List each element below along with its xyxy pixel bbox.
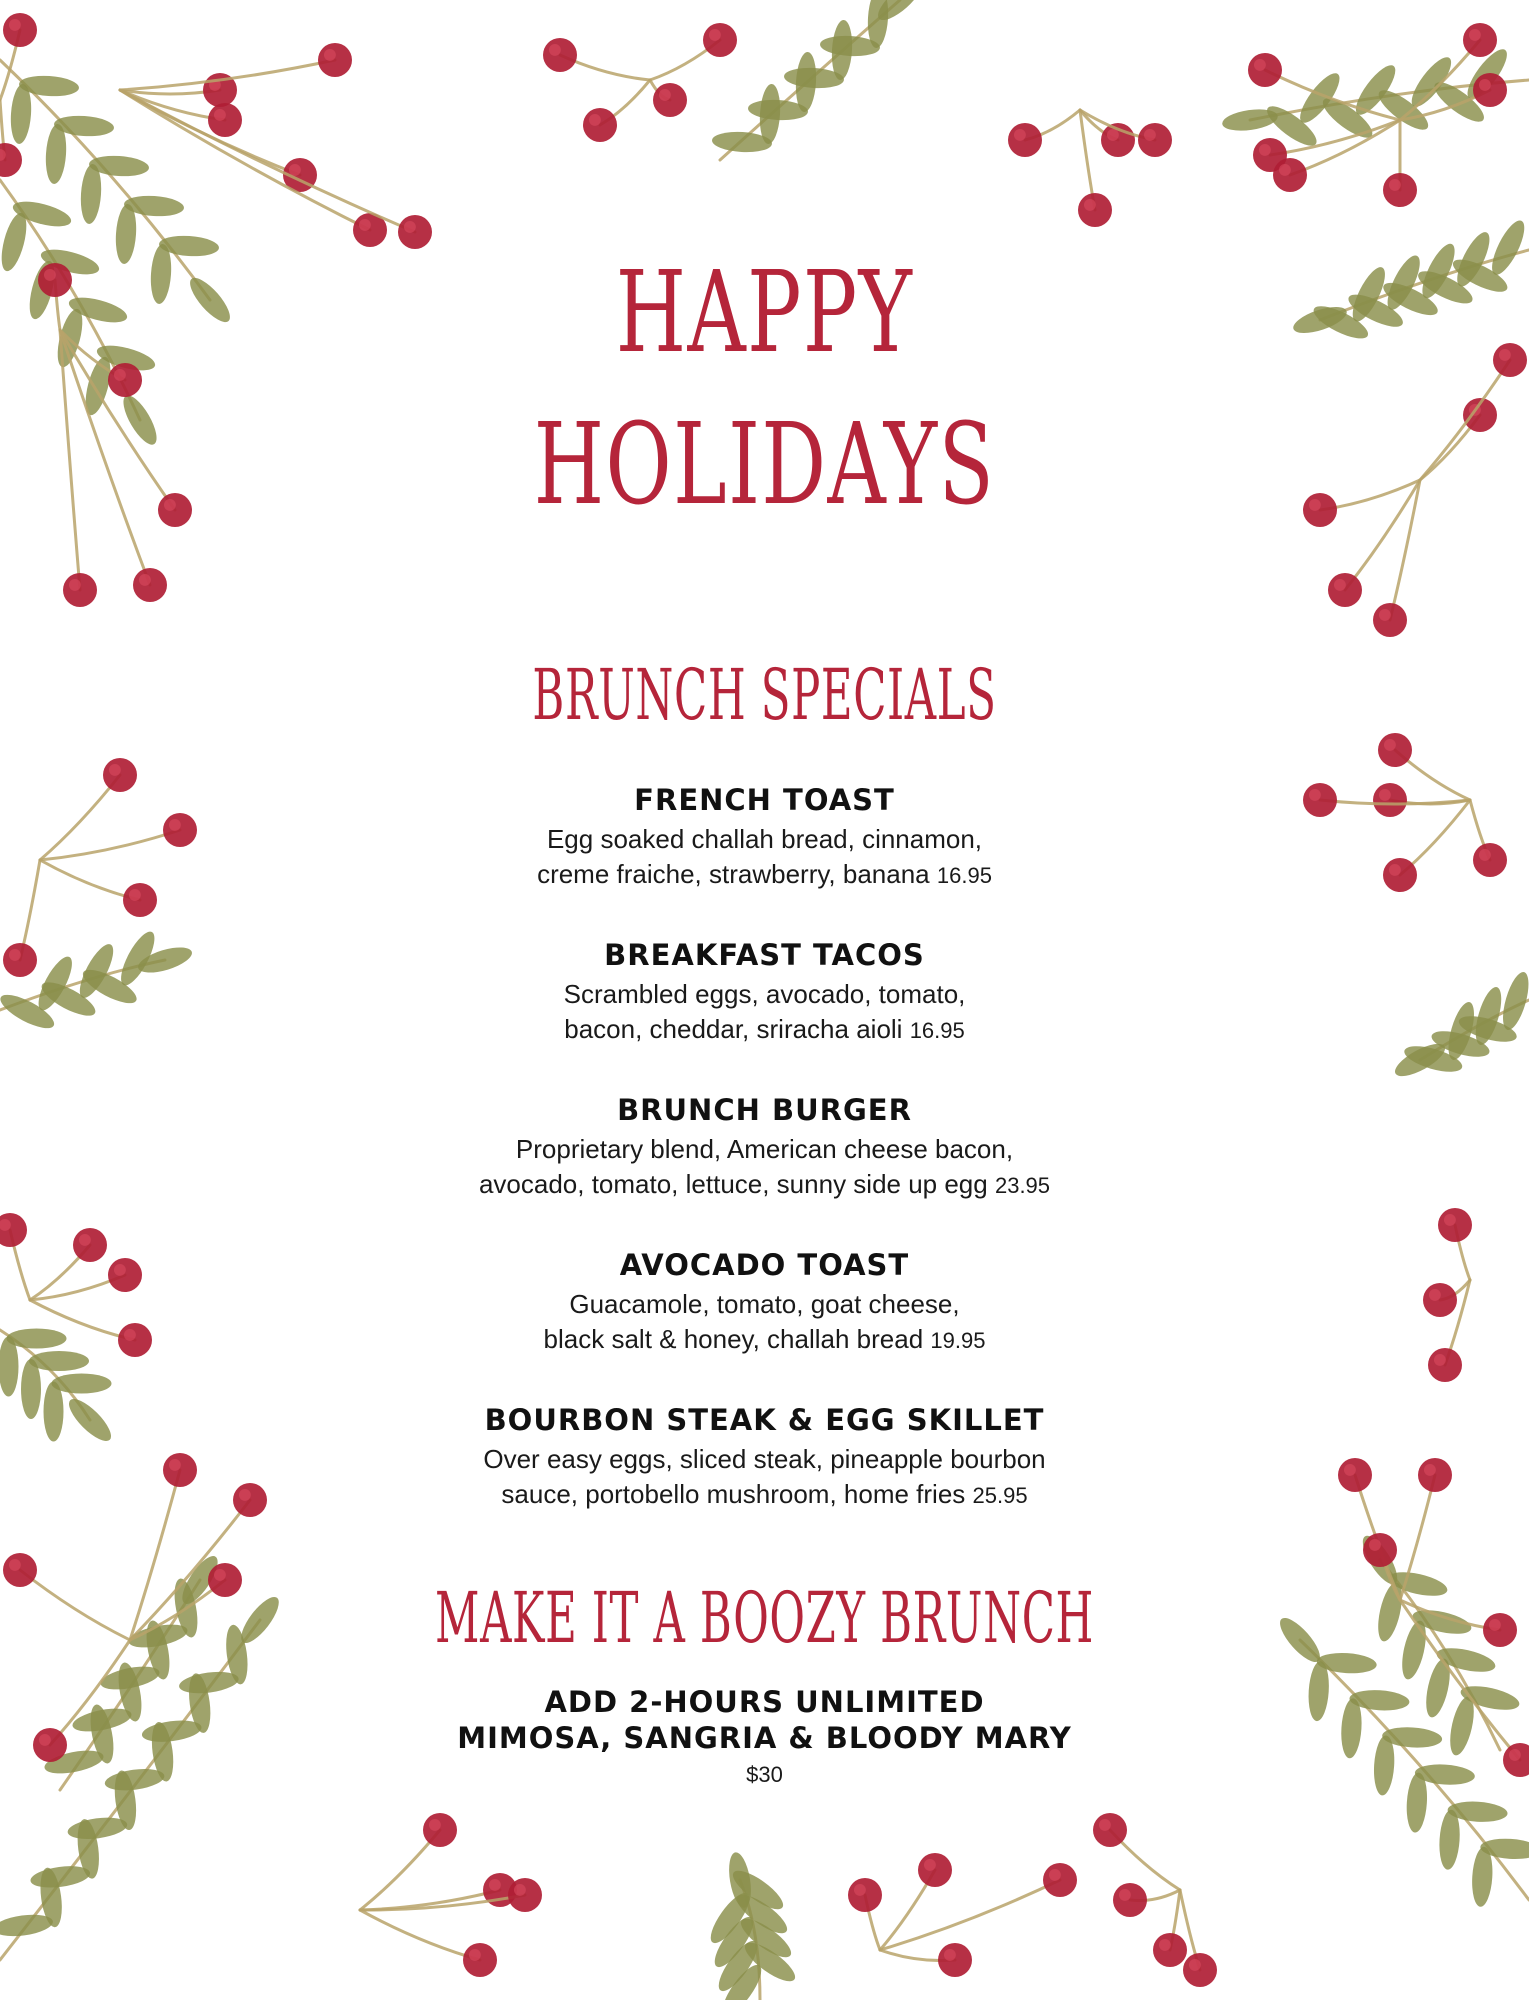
berry-icon (653, 83, 687, 117)
berry-highlight (1259, 144, 1271, 156)
berry-icon (1153, 1933, 1187, 1967)
berry-icon (398, 215, 432, 249)
item-description (0, 1442, 1529, 1513)
menu-item (0, 1090, 1529, 1203)
leaf-icon (66, 1814, 128, 1842)
berry-icon (1273, 158, 1307, 192)
leaf-icon (1438, 1809, 1462, 1870)
item-name: FRENCH TOAST (634, 783, 895, 817)
berry-highlight (1107, 129, 1119, 141)
item-desc-line (0, 1322, 1529, 1358)
berry-icon (918, 1853, 952, 1887)
boozy-brunch-heading: MAKE IT A BOOZY BRUNCH (435, 1577, 1094, 1659)
berry-highlight (214, 109, 226, 121)
berry-icon (703, 23, 737, 57)
leaf-icon (235, 1592, 285, 1649)
leaf-icon (1374, 1581, 1407, 1644)
berry-icon (1328, 573, 1362, 607)
item-price: 25.95 (972, 1483, 1028, 1508)
berry-icon (1463, 23, 1497, 57)
berry-icon (1363, 1533, 1397, 1567)
berry-icon (3, 13, 37, 47)
berry-icon (1373, 603, 1407, 637)
berry-highlight (1389, 179, 1401, 191)
leaf-icon (1274, 1612, 1326, 1667)
item-name: AVOCADO TOAST (619, 1248, 910, 1282)
leaf-icon (1398, 1619, 1431, 1682)
berry-icon (508, 1878, 542, 1912)
berry-highlight (1189, 1959, 1201, 1971)
berry-icon (1078, 193, 1112, 227)
berry-highlight (469, 1949, 481, 1961)
menu-item (0, 1245, 1529, 1358)
item-description (0, 1287, 1529, 1358)
berry-icon (583, 108, 617, 142)
berry-icon (1493, 343, 1527, 377)
branch-stem (60, 330, 80, 590)
boozy-price: $30 (746, 1762, 783, 1787)
berry-highlight (1379, 609, 1391, 621)
berry-highlight (589, 114, 601, 126)
berry-highlight (429, 1819, 441, 1831)
item-description (0, 977, 1529, 1048)
berry-highlight (514, 1884, 526, 1896)
berry-icon (63, 573, 97, 607)
boozy-offer-line: ADD 2-HOURS UNLIMITED (544, 1685, 985, 1719)
berry-icon (208, 103, 242, 137)
berry-icon (208, 1563, 242, 1597)
berry-icon (1438, 1208, 1472, 1242)
berry-highlight (549, 44, 561, 56)
berry-highlight (1479, 79, 1491, 91)
berry-highlight (489, 1879, 501, 1891)
berry-icon (1248, 53, 1282, 87)
berry-icon (938, 1943, 972, 1977)
berry-highlight (69, 579, 81, 591)
item-desc-line: Egg soaked challah bread, cinnamon, (546, 824, 983, 854)
berry-icon (1138, 123, 1172, 157)
leaf-icon (79, 163, 103, 224)
item-desc-text: black salt & honey, challah bread (543, 1324, 924, 1354)
item-price: 16.95 (909, 1018, 965, 1043)
berry-icon (1043, 1863, 1077, 1897)
berry-icon (1093, 1813, 1127, 1847)
leaf-icon (9, 83, 33, 144)
item-desc-line: Scrambled eggs, avocado, tomato, (563, 979, 966, 1009)
berry-highlight (164, 499, 176, 511)
berry-icon (0, 143, 22, 177)
berry-highlight (1489, 1619, 1501, 1631)
berry-highlight (1279, 164, 1291, 176)
berry-icon (133, 568, 167, 602)
leaf-icon (149, 243, 173, 304)
leaf-icon (29, 1863, 91, 1891)
berry-highlight (1014, 129, 1026, 141)
branch-stem (360, 1910, 480, 1960)
berry-highlight (1144, 129, 1156, 141)
berry-icon (3, 1553, 37, 1587)
berry-icon (38, 263, 72, 297)
berry-highlight (854, 1884, 866, 1896)
item-price: 16.95 (936, 863, 992, 888)
berry-icon (108, 363, 142, 397)
berry-highlight (214, 1569, 226, 1581)
berry-highlight (359, 219, 371, 231)
berry-icon (848, 1878, 882, 1912)
berry-icon (1378, 733, 1412, 767)
berry-icon (318, 43, 352, 77)
brunch-specials-heading: BRUNCH SPECIALS (532, 654, 997, 736)
item-description (0, 822, 1529, 893)
berry-icon (1113, 1883, 1147, 1917)
berry-highlight (709, 29, 721, 41)
item-desc-line: Proprietary blend, American cheese bacon, (515, 1134, 1014, 1164)
berry-icon (543, 38, 577, 72)
item-desc-text: sauce, portobello mushroom, home fries (501, 1479, 966, 1509)
berry-icon (158, 493, 192, 527)
item-name: BRUNCH BURGER (617, 1093, 912, 1127)
item-desc-text: creme fraiche, strawberry, banana (537, 859, 930, 889)
item-price: 23.95 (994, 1173, 1051, 1198)
berry-icon (1383, 173, 1417, 207)
boozy-offer-line: MIMOSA, SANGRIA & BLOODY MARY (457, 1721, 1072, 1755)
berry-highlight (139, 574, 151, 586)
berry-highlight (944, 1949, 956, 1961)
item-name: BOURBON STEAK & EGG SKILLET (484, 1403, 1045, 1437)
berry-icon (1008, 123, 1042, 157)
title-holidays: HOLIDAYS (533, 400, 996, 530)
leaf-icon (117, 391, 162, 449)
item-desc-line (0, 1477, 1529, 1513)
berry-highlight (1499, 349, 1511, 361)
berry-icon (463, 1943, 497, 1977)
berry-highlight (114, 369, 126, 381)
item-name: BREAKFAST TACOS (604, 938, 925, 972)
menu-item (0, 1400, 1529, 1513)
leaf-icon (114, 203, 138, 264)
berry-highlight (1084, 199, 1096, 211)
berry-highlight (404, 221, 416, 233)
title-happy: HAPPY (615, 248, 914, 378)
berry-highlight (109, 764, 121, 776)
berry-highlight (1384, 739, 1396, 751)
berry-highlight (1369, 1539, 1381, 1551)
branch-stem (0, 60, 210, 300)
item-desc-line: Guacamole, tomato, goat cheese, (569, 1289, 960, 1319)
berry-icon (1473, 73, 1507, 107)
branch-stem (1390, 480, 1420, 620)
branch-stem (20, 1570, 130, 1640)
berry-highlight (324, 49, 336, 61)
leaf-icon (44, 123, 68, 184)
berry-highlight (1049, 1869, 1061, 1881)
berry-highlight (1099, 1819, 1111, 1831)
item-desc-text: avocado, tomato, lettuce, sunny side up egg (478, 1169, 988, 1199)
menu-item (0, 935, 1529, 1048)
berry-highlight (1254, 59, 1266, 71)
berry-highlight (9, 1559, 21, 1571)
item-desc-line (0, 1167, 1529, 1203)
item-description (0, 1132, 1529, 1203)
berry-highlight (1159, 1939, 1171, 1951)
leaf-icon (1470, 1846, 1494, 1907)
berry-highlight (1444, 1214, 1456, 1226)
item-desc-text: bacon, cheddar, sriracha aioli (564, 1014, 903, 1044)
menu-item (0, 780, 1529, 893)
berry-highlight (1469, 29, 1481, 41)
berry-icon (1483, 1613, 1517, 1647)
berry-highlight (924, 1859, 936, 1871)
berry-icon (423, 1813, 457, 1847)
berry-highlight (659, 89, 671, 101)
berry-highlight (9, 19, 21, 31)
item-desc-line: Over easy eggs, sliced steak, pineapple bourbon (483, 1444, 1046, 1474)
item-desc-line (0, 857, 1529, 893)
berry-highlight (44, 269, 56, 281)
item-desc-line (0, 1012, 1529, 1048)
leaf-icon (1486, 216, 1529, 279)
berry-icon (1183, 1953, 1217, 1987)
berry-highlight (1119, 1889, 1131, 1901)
item-price: 19.95 (930, 1328, 986, 1353)
berry-highlight (1334, 579, 1346, 591)
berry-highlight (289, 164, 301, 176)
